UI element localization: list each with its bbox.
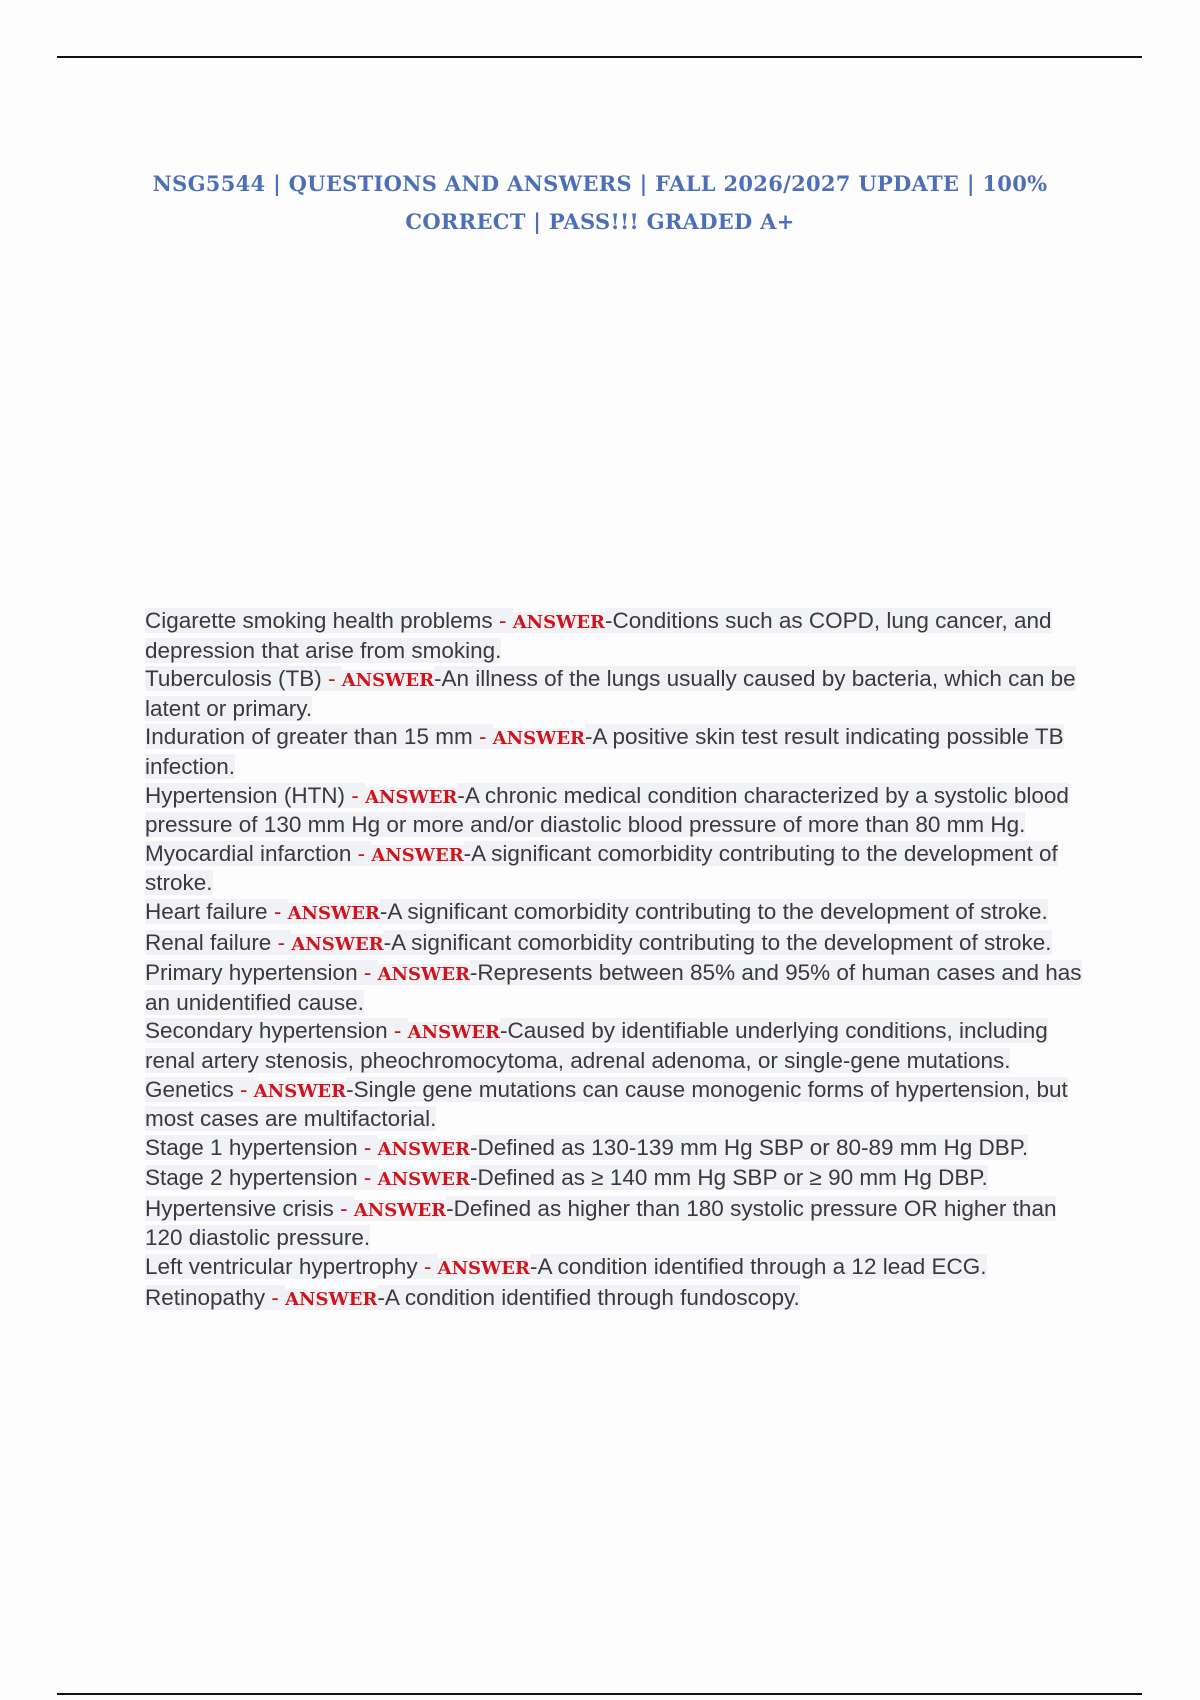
- qa-separator: -: [233, 1076, 254, 1102]
- qa-separator: -: [417, 1254, 438, 1280]
- qa-separator: -: [267, 898, 288, 924]
- qa-term: Stage 1 hypertension: [145, 1134, 358, 1160]
- qa-term: Renal failure: [145, 929, 272, 955]
- qa-separator: -: [387, 1018, 408, 1044]
- qa-term: Heart failure: [145, 898, 268, 924]
- answer-label: ANSWER: [377, 1138, 470, 1160]
- qa-term: Tuberculosis (TB): [145, 666, 322, 692]
- qa-separator: -: [357, 960, 378, 986]
- qa-item: Myocardial infarction - ANSWER-A significant comorbidity contributing to the development of stroke.: [145, 840, 1058, 896]
- qa-definition: Defined as ≥ 140 mm Hg SBP or ≥ 90 mm Hg DBP.: [477, 1165, 988, 1191]
- qa-term: Induration of greater than 15 mm: [145, 724, 473, 750]
- answer-label: ANSWER: [377, 1169, 470, 1191]
- qa-separator: -: [492, 608, 513, 633]
- qa-definition: A condition identified through a 12 lead ECG.: [537, 1254, 987, 1280]
- answer-label: ANSWER: [341, 670, 435, 692]
- qa-separator: -: [351, 840, 372, 866]
- qa-term: Retinopathy: [145, 1284, 266, 1310]
- qa-definition: A significant comorbidity contributing to the development of stroke.: [391, 929, 1052, 955]
- qa-term: Hypertension (HTN): [145, 782, 346, 808]
- top-rule: [57, 56, 1142, 58]
- answer-label: ANSWER: [253, 1080, 347, 1102]
- qa-definition: Defined as higher than 180 systolic pressure OR higher than 120 diastolic pressure.: [145, 1195, 1057, 1251]
- answer-label: ANSWER: [353, 1199, 447, 1221]
- qa-term: Left ventricular hypertrophy: [145, 1254, 418, 1280]
- qa-separator: -: [472, 724, 493, 750]
- qa-separator: -: [357, 1134, 378, 1160]
- qa-item: Induration of greater than 15 mm - ANSWER-A positive skin test result indicating possible TB infection.: [145, 724, 1064, 779]
- qa-term: Cigarette smoking health problems: [145, 608, 493, 633]
- answer-label: ANSWER: [291, 933, 384, 955]
- answer-label: ANSWER: [492, 728, 586, 750]
- answer-label: ANSWER: [287, 902, 380, 924]
- qa-separator: -: [265, 1284, 286, 1310]
- qa-term: Stage 2 hypertension: [145, 1165, 358, 1191]
- qa-definition: An illness of the lungs usually caused by bacteria, which can be latent or primary.: [145, 666, 1076, 721]
- qa-separator: -: [357, 1165, 378, 1191]
- qa-item: Genetics - ANSWER-Single gene mutations can cause monogenic forms of hypertension, but most cases are multifactorial.: [145, 1076, 1068, 1132]
- qa-definition: A condition identified through fundoscopy.: [384, 1284, 800, 1310]
- answer-label: ANSWER: [377, 964, 470, 986]
- qa-list: [145, 607, 1095, 1314]
- qa-separator: -: [321, 666, 342, 692]
- qa-item: Stage 2 hypertension - ANSWER-Defined as ≥ 140 mm Hg SBP or ≥ 90 mm Hg DBP.: [145, 1165, 988, 1191]
- bottom-rule: [57, 1693, 1142, 1695]
- qa-definition: A chronic medical condition characterized by a systolic blood pressure of 130 mm Hg or more and/or diastolic blood pressure of more than 80 mm Hg.: [145, 782, 1069, 838]
- qa-separator: -: [271, 929, 292, 955]
- qa-item: Tuberculosis (TB) - ANSWER-An illness of the lungs usually caused by bacteria, which can be latent or primary.: [145, 666, 1076, 721]
- qa-item: Hypertensive crisis - ANSWER-Defined as higher than 180 systolic pressure OR higher than 120 diastolic pressure.: [145, 1195, 1057, 1251]
- qa-term: Hypertensive crisis: [145, 1195, 334, 1221]
- qa-separator: -: [333, 1195, 354, 1221]
- answer-label: ANSWER: [365, 786, 458, 808]
- answer-label: ANSWER: [285, 1288, 378, 1310]
- answer-label: ANSWER: [512, 612, 605, 633]
- qa-item: Stage 1 hypertension - ANSWER-Defined as 130-139 mm Hg SBP or 80-89 mm Hg DBP.: [145, 1134, 1029, 1160]
- qa-item: Cigarette smoking health problems - ANSWER-Conditions such as COPD, lung cancer, and depression that arise from smoking.: [145, 608, 1052, 663]
- qa-definition: Defined as 130-139 mm Hg SBP or 80-89 mm Hg DBP.: [477, 1134, 1029, 1160]
- qa-item: Heart failure - ANSWER-A significant comorbidity contributing to the development of stroke.: [145, 898, 1048, 924]
- qa-item: Primary hypertension - ANSWER-Represents between 85% and 95% of human cases and has an unidentified cause.: [145, 960, 1082, 1015]
- qa-definition: Single gene mutations can cause monogenic forms of hypertension, but most cases are multifactorial.: [145, 1076, 1068, 1132]
- qa-item: Left ventricular hypertrophy - ANSWER-A condition identified through a 12 lead ECG.: [145, 1254, 987, 1280]
- qa-term: Primary hypertension: [145, 960, 358, 986]
- qa-item: Secondary hypertension - ANSWER-Caused by identifiable underlying conditions, including renal artery stenosis, pheochromocytoma, adrenal adenoma, or single-gene mutations.: [145, 1018, 1048, 1073]
- qa-definition: Conditions such as COPD, lung cancer, and depression that arise from smoking.: [145, 608, 1052, 663]
- qa-term: Genetics: [145, 1076, 234, 1102]
- qa-separator: -: [345, 782, 366, 808]
- qa-item: Hypertension (HTN) - ANSWER-A chronic medical condition characterized by a systolic blood pressure of 130 mm Hg or more and/or diastolic blood pressure of more than 80 mm Hg.: [145, 782, 1069, 838]
- qa-definition: A significant comorbidity contributing to the development of stroke.: [145, 840, 1058, 896]
- qa-item: Renal failure - ANSWER-A significant comorbidity contributing to the development of stroke.: [145, 929, 1052, 955]
- answer-label: ANSWER: [371, 844, 464, 866]
- qa-definition: Represents between 85% and 95% of human cases and has an unidentified cause.: [145, 960, 1082, 1015]
- qa-definition: A positive skin test result indicating possible TB infection.: [145, 724, 1064, 779]
- qa-item: Retinopathy - ANSWER-A condition identified through fundoscopy.: [145, 1284, 800, 1310]
- qa-term: Secondary hypertension: [145, 1018, 388, 1044]
- qa-definition: Caused by identifiable underlying conditions, including renal artery stenosis, pheochromocytoma, adrenal adenoma, or single-gene mutations.: [145, 1018, 1048, 1073]
- answer-label: ANSWER: [407, 1022, 500, 1044]
- document-title: NSG5544 | QUESTIONS AND ANSWERS | FALL 2026/2027 UPDATE | 100% CORRECT | PASS!!! GRADED A+: [152, 171, 1048, 234]
- qa-definition: A significant comorbidity contributing to the development of stroke.: [387, 898, 1048, 924]
- qa-term: Myocardial infarction: [145, 840, 352, 866]
- answer-label: ANSWER: [437, 1258, 530, 1280]
